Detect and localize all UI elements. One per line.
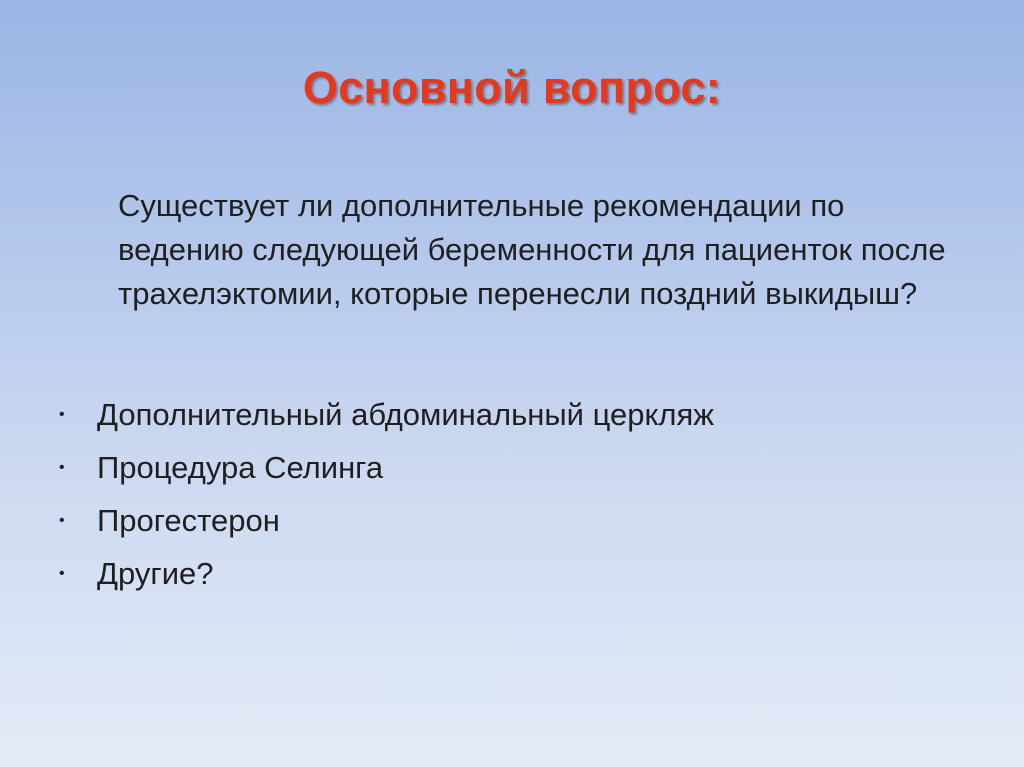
bullet-text: Прогестерон [97, 503, 280, 538]
bullet-dot-icon: • [59, 512, 65, 529]
bullet-item [0, 388, 1000, 441]
bullet-list [0, 388, 1000, 600]
bullet-item [0, 494, 1000, 547]
bullet-text: Другие? [97, 556, 214, 591]
slide-title: Основной вопрос: [302, 62, 722, 113]
bullet-item [0, 547, 1000, 600]
question-text: Существует ли дополнительные рекомендации по ведению следующей беременности для пациенток после трахелэктомии, которые перенесли поздний выкидыш? [118, 188, 946, 311]
bullet-dot-icon: • [59, 406, 65, 423]
bullet-text: Дополнительный абдоминальный церкляж [97, 397, 714, 432]
bullet-dot-icon: • [59, 565, 65, 582]
bullet-item [0, 441, 1000, 494]
bullet-text: Процедура Селинга [97, 450, 384, 485]
bullet-dot-icon: • [59, 459, 65, 476]
